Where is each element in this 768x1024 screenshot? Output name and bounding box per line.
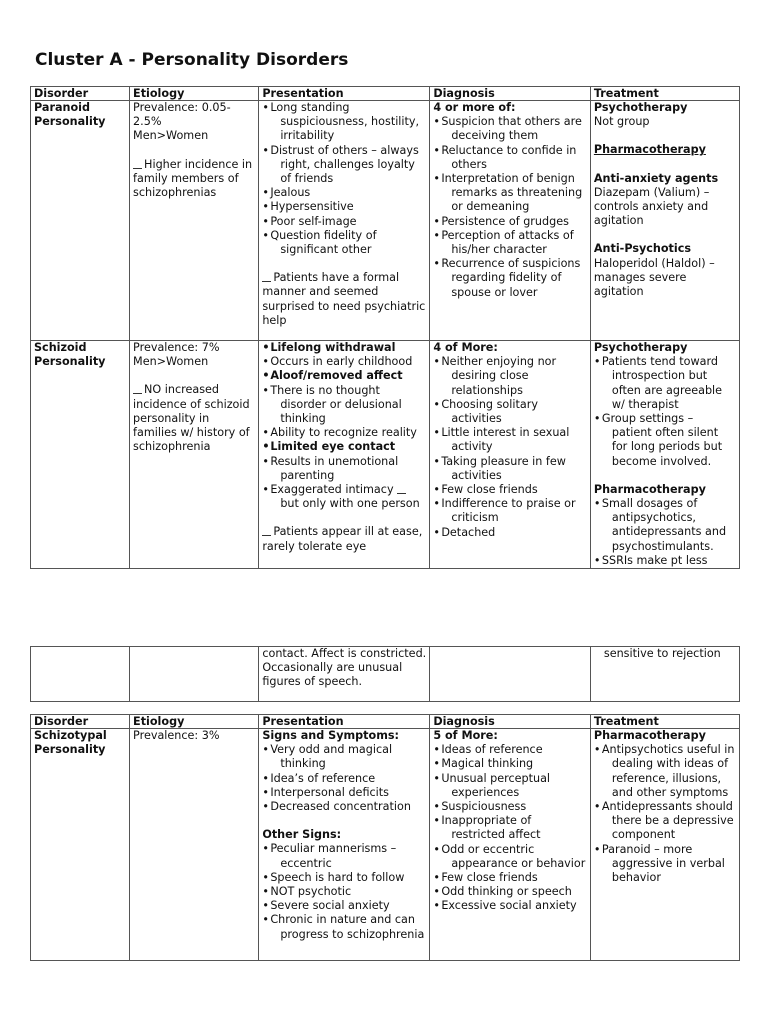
list-item: • Excessive social anxiety xyxy=(433,899,587,913)
list-item: • Taking pleasure in few activities xyxy=(433,455,587,483)
diagnosis-paranoid xyxy=(430,101,591,341)
header-row xyxy=(31,715,740,729)
list-item: • Interpretation of benign remarks as threatening or demeaning xyxy=(433,172,587,215)
page-title: Cluster A - Personality Disorders xyxy=(35,50,349,70)
list-item: • Poor self-image xyxy=(262,215,426,229)
list-item: • Distrust of others – always right, challenges loyalty of friends xyxy=(262,144,426,187)
list-item: • Little interest in sexual activity xyxy=(433,426,587,454)
list-item: • Hypersensitive xyxy=(262,200,426,214)
gender-ratio: Men>Women xyxy=(133,355,209,369)
list-item: • Suspiciousness xyxy=(433,800,587,814)
list-item: • Odd or eccentric appearance or behavior xyxy=(433,843,587,871)
list-item: • Occurs in early childhood xyxy=(262,355,426,369)
pharmacotherapy-heading: Pharmacotherapy xyxy=(593,143,706,157)
etiology-note: NO increased incidence of schizoid personality in families w/ history of schizophrenia xyxy=(133,383,250,454)
list-item: • Persistence of grudges xyxy=(433,215,587,229)
list-item: • Interpersonal deficits xyxy=(262,786,426,800)
presentation-note: Patients have a formal manner and seemed surprised to need psychiatric help xyxy=(262,271,426,327)
list-item: • NOT psychotic xyxy=(262,885,426,899)
psychotherapy-text: Not group xyxy=(593,115,650,129)
anti-psychotics-heading: Anti-Psychotics xyxy=(593,242,692,256)
list-item: • Severe social anxiety xyxy=(262,899,426,913)
header-disorder: Disorder xyxy=(31,715,130,729)
pharmacotherapy-heading: Pharmacotherapy xyxy=(593,729,706,742)
prevalence: Prevalence: 3% xyxy=(133,729,220,742)
header-diagnosis: Diagnosis xyxy=(430,715,591,729)
cluster-a-table-2 xyxy=(30,714,740,961)
list-item: • Detached xyxy=(433,526,587,540)
note-marker-icon xyxy=(262,531,271,536)
note-marker-icon xyxy=(262,277,271,282)
header-diagnosis: Diagnosis xyxy=(430,87,591,101)
prevalence: Prevalence: 7% xyxy=(133,341,220,354)
diagnosis-heading: 4 or more of: xyxy=(433,101,516,114)
diagnosis-heading: 5 of More: xyxy=(433,729,498,742)
etiology-schizotypal xyxy=(130,729,259,961)
treatment-schizoid xyxy=(590,341,739,569)
header-disorder: Disorder xyxy=(31,87,130,101)
cluster-a-table-1 xyxy=(30,86,740,569)
list-item: • Ideas of reference xyxy=(433,743,587,757)
other-signs-heading: Other Signs: xyxy=(262,828,342,842)
pharmacotherapy-heading: Pharmacotherapy xyxy=(593,482,706,496)
list-item: • Results in unemotional parenting xyxy=(262,455,426,483)
list-item: • Very odd and magical thinking xyxy=(262,743,426,771)
list-item: • Magical thinking xyxy=(433,757,587,771)
list-item: • Speech is hard to follow xyxy=(262,871,426,885)
list-item: • Long standing suspiciousness, hostility, irritability xyxy=(262,101,426,144)
header-treatment: Treatment xyxy=(590,87,739,101)
psychotherapy-heading: Psychotherapy xyxy=(593,341,688,354)
diagnosis-schizotypal xyxy=(430,729,591,961)
header-etiology: Etiology xyxy=(130,87,259,101)
list-item: • Exaggerated intimacy but only with one person xyxy=(262,483,426,511)
presentation-note: Patients appear ill at ease, rarely tolerate eye xyxy=(262,525,423,553)
header-etiology: Etiology xyxy=(130,715,259,729)
note-marker-icon xyxy=(397,489,406,494)
list-item: • Chronic in nature and can progress to schizophrenia xyxy=(262,913,426,941)
gender-ratio: Men>Women xyxy=(133,129,209,143)
treatment-schizotypal xyxy=(590,729,739,961)
list-item: • Unusual perceptual experiences xyxy=(433,772,587,800)
psychotherapy-heading: Psychotherapy xyxy=(593,101,688,114)
list-item: • Idea’s of reference xyxy=(262,772,426,786)
diagnosis-heading: 4 of More: xyxy=(433,341,498,354)
list-item: • Odd thinking or speech xyxy=(433,885,587,899)
etiology-schizoid xyxy=(130,341,259,569)
signs-heading: Signs and Symptoms: xyxy=(262,729,400,742)
row-schizoid-continued xyxy=(31,647,740,702)
header-presentation: Presentation xyxy=(259,715,430,729)
anti-anxiety-text: Diazepam (Valium) – controls anxiety and agitation xyxy=(593,185,710,228)
note-marker-icon xyxy=(133,389,142,394)
list-item: • Reluctance to confide in others xyxy=(433,144,587,172)
list-item: • Patients tend toward introspection but often are agreeable w/ therapist xyxy=(594,355,736,412)
etiology-paranoid xyxy=(130,101,259,341)
list-item: • Suspicion that others are deceiving them xyxy=(433,115,587,143)
list-item: • There is no thought disorder or delusional thinking xyxy=(262,384,426,427)
list-item: • Inappropriate of restricted affect xyxy=(433,814,587,842)
list-item: • Antidepressants should there be a depressive component xyxy=(594,800,736,843)
list-item: • Indifference to praise or criticism xyxy=(433,497,587,525)
note-marker-icon xyxy=(133,164,142,169)
list-item: • Few close friends xyxy=(433,871,587,885)
anti-psychotics-text: Haloperidol (Haldol) – manages severe agitation xyxy=(593,256,715,299)
row-schizotypal xyxy=(31,729,740,961)
etiology-note: Higher incidence in family members of schizophrenias xyxy=(133,157,253,200)
list-item: • Paranoid – more aggressive in verbal behavior xyxy=(594,843,736,886)
disorder-paranoid: Paranoid Personality xyxy=(31,101,130,341)
list-item: • Group settings – patient often silent for long periods but become involved. xyxy=(594,412,736,469)
row-schizoid xyxy=(31,341,740,569)
anti-anxiety-heading: Anti-anxiety agents xyxy=(593,171,719,185)
header-row xyxy=(31,87,740,101)
list-item: • Recurrence of suspicions regarding fidelity of spouse or lover xyxy=(433,257,587,300)
presentation-paranoid xyxy=(259,101,430,341)
list-item: • Perception of attacks of his/her character xyxy=(433,229,587,257)
list-item: • Few close friends xyxy=(433,483,587,497)
row-paranoid xyxy=(31,101,740,341)
list-item: • Question fidelity of significant other xyxy=(262,229,426,257)
presentation-note-continued: contact. Affect is constricted. Occasionally are unusual figures of speech. xyxy=(259,647,430,702)
list-item: • SSRIs make pt less xyxy=(594,554,736,568)
diagnosis-schizoid xyxy=(430,341,591,569)
list-item: • Aloof/removed affect xyxy=(262,369,426,383)
disorder-schizoid: Schizoid Personality xyxy=(31,341,130,569)
list-item: • Antipsychotics useful in dealing with ideas of reference, illusions, and other symptoms xyxy=(594,743,736,800)
disorder-schizotypal: Schizotypal Personality xyxy=(31,729,130,961)
header-presentation: Presentation xyxy=(259,87,430,101)
list-item: • Choosing solitary activities xyxy=(433,398,587,426)
list-item: • Small dosages of antipsychotics, antidepressants and psychostimulants. xyxy=(594,497,736,554)
cluster-a-table-continuation xyxy=(30,646,740,702)
list-item: • Jealous xyxy=(262,186,426,200)
list-item: • Decreased concentration xyxy=(262,800,426,814)
header-treatment: Treatment xyxy=(590,715,739,729)
list-item: • Peculiar mannerisms – eccentric xyxy=(262,842,426,870)
presentation-schizotypal xyxy=(259,729,430,961)
treatment-paranoid xyxy=(590,101,739,341)
list-item: • Lifelong withdrawal xyxy=(262,341,426,355)
list-item: • Limited eye contact xyxy=(262,440,426,454)
treatment-continued: sensitive to rejection xyxy=(590,647,739,702)
prevalence: Prevalence: 0.05-2.5% xyxy=(133,101,231,129)
presentation-schizoid xyxy=(259,341,430,569)
list-item: • Neither enjoying nor desiring close relationships xyxy=(433,355,587,398)
list-item: • Ability to recognize reality xyxy=(262,426,426,440)
